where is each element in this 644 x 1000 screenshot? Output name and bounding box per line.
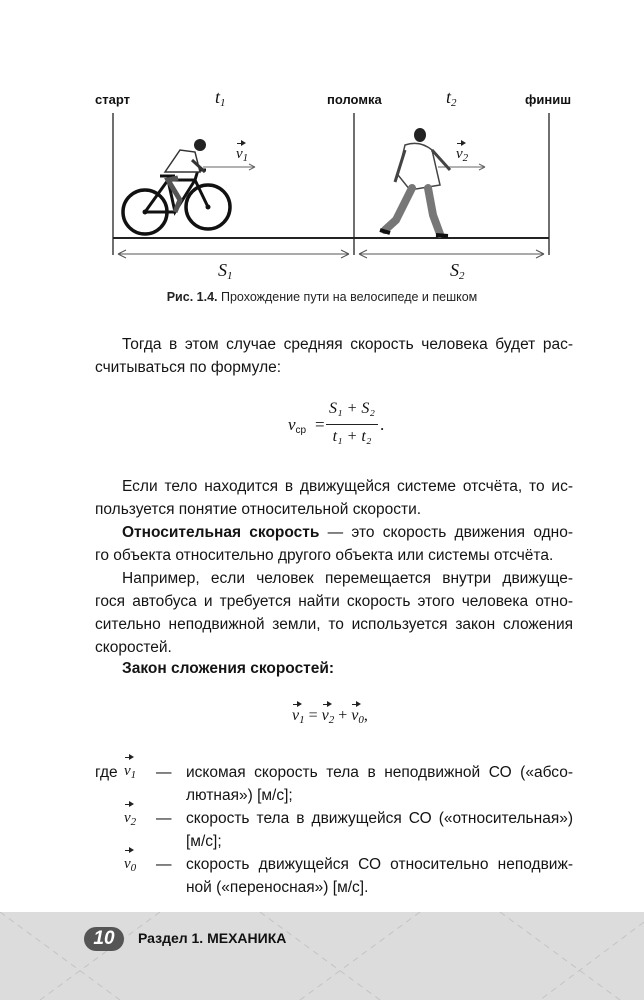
label-s1: $S_1$: [218, 260, 233, 282]
def-symbol-v0: $v_0$: [124, 853, 136, 880]
formula-numerator: S₁ + S₂: [329, 400, 375, 417]
paragraph-relative-speed: Относительная скорость — это скорость движения одно- го объекта относительно другого объекта или системы отсчёта.: [95, 524, 573, 564]
label-breakdown: поломка: [327, 92, 382, 107]
def-item-v0: скорость движущейся СО относительно неподвиж- ной («переносная») [м/с].: [186, 856, 573, 896]
pedestrian-icon: [380, 128, 450, 236]
section-title: Раздел 1. МЕХАНИКА: [138, 930, 287, 946]
figure-caption: [0, 290, 644, 304]
paragraph-example: Например, если человек перемещается внутри движуще- гося автобуса и требуется найти скорость этого человека отно- сительно неподвижной земли, то используется закон сложения скоростей.: [95, 570, 573, 656]
def-item-v1: искомая скорость тела в неподвижной СО («абсо- лютная») [м/с];: [186, 764, 573, 804]
law-heading: Закон сложения скоростей:: [122, 660, 335, 677]
def-symbol-v1: $v_1$: [124, 760, 136, 787]
cyclist-icon: [123, 139, 230, 234]
label-v2: $v_2$: [456, 146, 469, 164]
def-symbol-v2: $v_2$: [124, 807, 136, 834]
footer-pattern: [0, 912, 644, 1000]
paragraph-average-speed: Тогда в этом случае средняя скорость человека будет рас- считываться по формуле:: [95, 336, 573, 376]
label-start: старт: [95, 92, 130, 107]
figure-graphics: [0, 0, 644, 290]
label-finish: финиш: [525, 92, 572, 107]
formula-lhs: $v_{ср}$: [288, 415, 307, 436]
def-item-v2: скорость тела в движущейся СО («относительная») [м/с];: [186, 810, 573, 850]
where-word: где: [95, 764, 118, 781]
fraction-bar: [326, 424, 378, 425]
page-footer: [0, 912, 644, 1000]
formula-velocity-addition: $v_1 = v_2 + v_0$,: [292, 707, 368, 726]
formula-average-speed: $v_{ср}$ = S₁ + S₂ t₁ + t₂ .: [288, 400, 385, 445]
time-t2: $t_2$: [446, 87, 457, 109]
paragraph-relative-frame: Если тело находится в движущейся системе отсчёта, то ис- пользуется понятие относительной скорости.: [95, 478, 573, 518]
page-number-badge: 10: [84, 927, 124, 951]
caption-number: Рис. 1.4.: [166, 290, 218, 304]
term-relative-speed: Относительная скорость: [122, 524, 320, 541]
formula-eq: =: [315, 415, 325, 434]
label-s2: $S_2$: [450, 260, 465, 282]
formula-denominator: t₁ + t₂: [332, 428, 372, 445]
time-t1: $t_1$: [215, 87, 226, 109]
caption-text: Прохождение пути на велосипеде и пешком: [217, 290, 478, 304]
label-v1: $v_1$: [236, 146, 249, 164]
